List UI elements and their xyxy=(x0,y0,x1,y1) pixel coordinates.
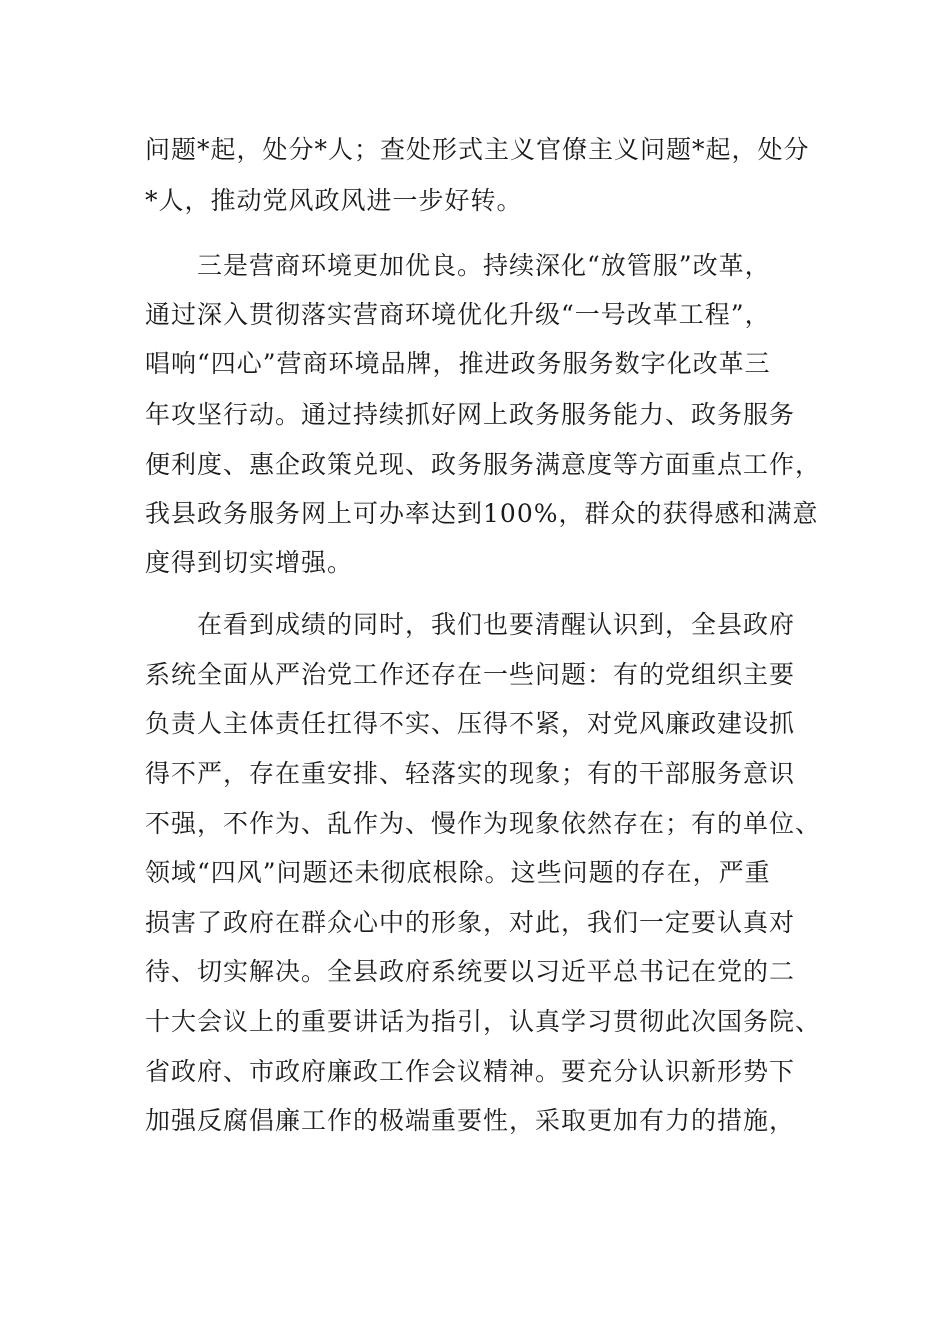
paragraph-3-line-2: 系统全面从严治党工作还存在一些问题：有的党组织主要 xyxy=(145,660,796,689)
paragraph-3-line-6: 领域“四风”问题还未彻底根除。这些问题的存在，严重 xyxy=(145,858,771,887)
paragraph-2-line-6: 我县政务服务网上可办率达到100%，群众的获得感和满意 xyxy=(145,499,819,528)
paragraph-1-line-1: 问题*起，处分*人；查处形式主义官僚主义问题*起，处分 xyxy=(145,135,810,164)
paragraph-1-line-2: *人，推动党风政风进一步好转。 xyxy=(145,186,523,215)
paragraph-2-line-3: 唱响“四心”营商环境品牌，推进政务服务数字化改革三 xyxy=(145,349,771,378)
paragraph-3-line-1: 在看到成绩的同时，我们也要清醒认识到，全县政府 xyxy=(197,610,796,639)
paragraph-3-line-11: 加强反腐倡廉工作的极端重要性，采取更加有力的措施， xyxy=(145,1106,796,1135)
paragraph-2-line-5: 便利度、惠企政策兑现、政务服务满意度等方面重点工作， xyxy=(145,450,822,479)
paragraph-3-line-9: 十大会议上的重要讲话为指引，认真学习贯彻此次国务院、 xyxy=(145,1007,822,1036)
paragraph-3-line-8: 待、切实解决。全县政府系统要以习近平总书记在党的二 xyxy=(145,957,796,986)
paragraph-2-line-1: 三是营商环境更加优良。持续深化“放管服”改革， xyxy=(197,251,771,280)
paragraph-2-line-4: 年攻坚行动。通过持续抓好网上政务服务能力、政务服务 xyxy=(145,400,796,429)
paragraph-3-line-7: 损害了政府在群众心中的形象，对此，我们一定要认真对 xyxy=(145,908,796,937)
paragraph-3-line-3: 负责人主体责任扛得不实、压得不紧，对党风廉政建设抓 xyxy=(145,709,796,738)
paragraph-3-line-5: 不强，不作为、乱作为、慢作为现象依然存在；有的单位、 xyxy=(145,809,822,838)
paragraph-2-line-2: 通过深入贯彻落实营商环境优化升级“一号改革工程”， xyxy=(145,300,771,329)
paragraph-3-line-4: 得不严，存在重安排、轻落实的现象；有的干部服务意识 xyxy=(145,759,796,788)
paragraph-3-line-10: 省政府、市政府廉政工作会议精神。要充分认识新形势下 xyxy=(145,1057,796,1086)
paragraph-2-line-7: 度得到切实增强。 xyxy=(145,548,354,577)
